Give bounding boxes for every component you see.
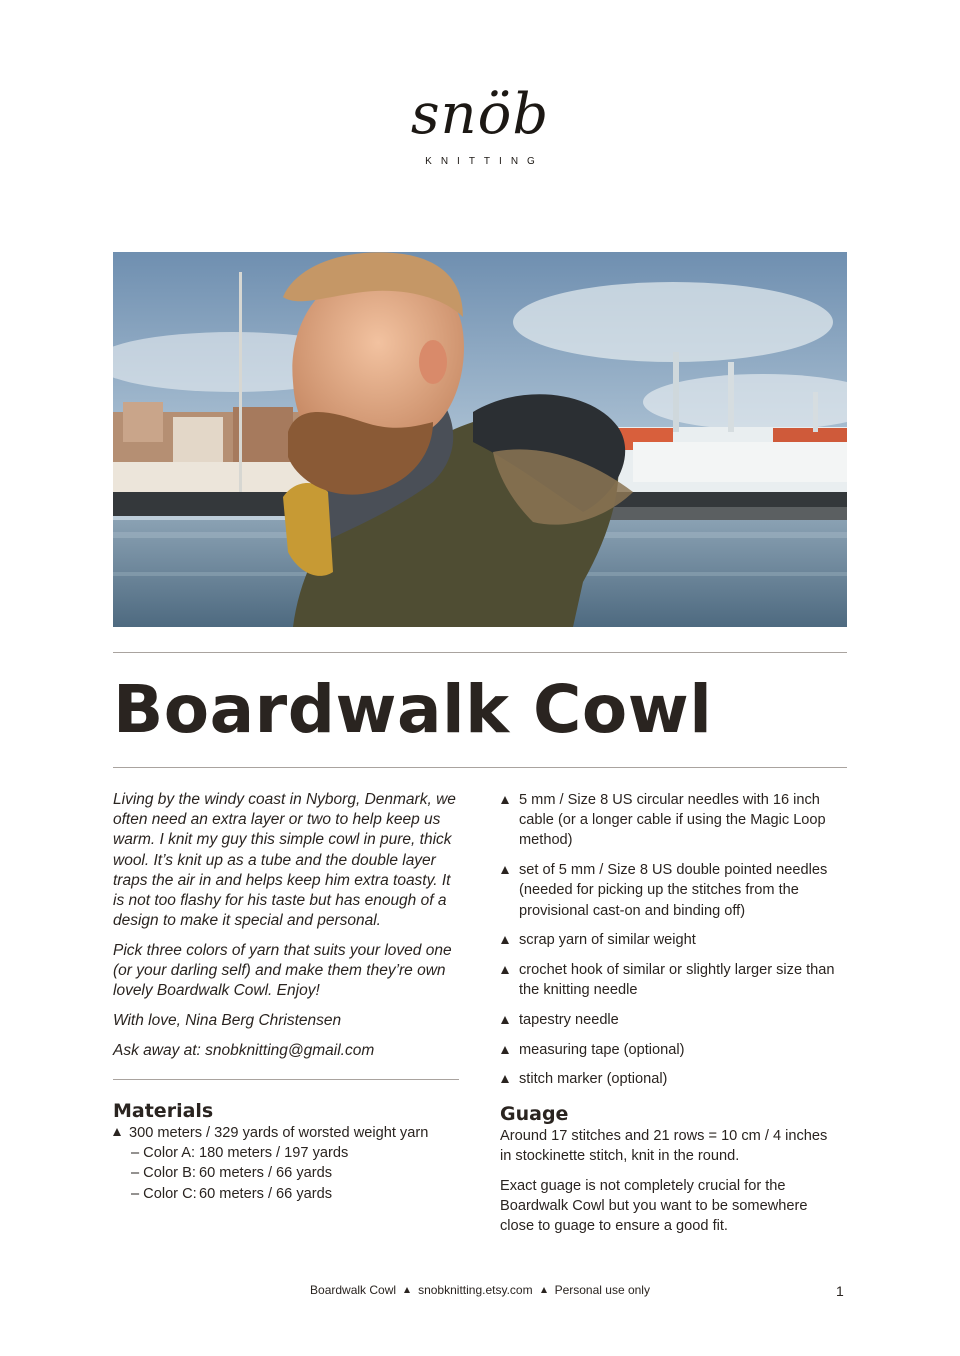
logo-tagline: KNITTING (425, 156, 544, 167)
list-item (500, 1040, 847, 1060)
logo-wordmark: snöb (410, 82, 550, 147)
gauge-heading: Guage (500, 1103, 569, 1125)
triangle-bullet-icon (113, 1128, 121, 1136)
gauge-paragraph: Exact guage is not completely crucial for the Boardwalk Cowl but you want to be somewhere close to guage to ensure a good fit. (500, 1177, 808, 1235)
color-label: – Color A: (131, 1145, 196, 1162)
gauge-paragraph: Around 17 stitches and 21 rows = 10 cm / 4 inches in stockinette stitch, knit in the round. (500, 1128, 828, 1165)
hero-photo (113, 252, 847, 627)
triangle-bullet-icon (501, 1046, 509, 1054)
page-footer (0, 1282, 960, 1298)
footer-shop-link[interactable]: snobknitting.etsy.com (418, 1283, 533, 1297)
list-item (500, 1069, 847, 1089)
divider-top (113, 652, 847, 653)
color-label: – Color B: (131, 1165, 196, 1182)
intro-text (113, 790, 465, 1070)
materials-heading: Materials (113, 1100, 214, 1122)
triangle-separator-icon (404, 1287, 410, 1293)
color-amount: 180 meters / 197 yards (199, 1145, 349, 1162)
photo-icon (113, 252, 847, 627)
list-item (500, 790, 847, 851)
list-item (500, 860, 847, 921)
page-number: 1 (836, 1283, 844, 1299)
tool-text: scrap yarn of similar weight (519, 932, 696, 949)
page-title: Boardwalk Cowl (113, 671, 713, 748)
tool-text: crochet hook of similar or slightly larger size than the knitting needle (519, 961, 835, 999)
tool-text: stitch marker (optional) (519, 1071, 668, 1088)
color-item (131, 1163, 465, 1183)
gauge-text (500, 1126, 840, 1246)
color-label: – Color C: (131, 1185, 197, 1202)
materials-list (113, 1123, 465, 1204)
footer-pattern-name: Boardwalk Cowl (310, 1283, 397, 1297)
intro-contact: Ask away at: snobknitting@gmail.com (113, 1041, 375, 1059)
list-item (113, 1123, 465, 1204)
tool-text: 5 mm / Size 8 US circular needles with 16 inch cable (or a longer cable if using the Magic Loop method) (519, 792, 826, 849)
triangle-bullet-icon (501, 866, 509, 874)
tool-text: measuring tape (optional) (519, 1041, 685, 1058)
triangle-bullet-icon (501, 1016, 509, 1024)
intro-paragraph: Pick three colors of yarn that suits your loved one (or your darling self) and make them they’re own lovely Boardwalk Cowl. Enjoy! (113, 941, 452, 1000)
tool-text: tapestry needle (519, 1011, 619, 1028)
color-item (131, 1184, 465, 1204)
color-amount: 60 meters / 66 yards (199, 1165, 333, 1182)
triangle-bullet-icon (501, 796, 509, 804)
footer-license: Personal use only (554, 1283, 650, 1297)
triangle-bullet-icon (501, 936, 509, 944)
intro-paragraph: Living by the windy coast in Nyborg, Denmark, we often need an extra layer or two to help keep us warm. I knit my guy this simple cowl in pure, thick wool. It’s knit up as a tube and the double layer traps the air in and helps keep him extra toasty. It is not too flashy for his taste but has enough of a design to make it special and personal. (113, 791, 456, 930)
triangle-separator-icon (541, 1287, 547, 1293)
brand-logo (0, 78, 960, 167)
intro-signature: With love, Nina Berg Christensen (113, 1012, 342, 1030)
materials-yarn: 300 meters / 329 yards of worsted weight yarn (129, 1125, 429, 1141)
tool-text: set of 5 mm / Size 8 US double pointed needles (needed for picking up the stitches from the provisional cast-on and binding off) (519, 862, 828, 919)
list-item (500, 960, 847, 1000)
triangle-bullet-icon (501, 1075, 509, 1083)
list-item (500, 930, 847, 950)
divider-materials (113, 1079, 459, 1080)
divider-title (113, 767, 847, 768)
color-amount: 60 meters / 66 yards (199, 1185, 333, 1202)
list-item (500, 1010, 847, 1030)
color-item (131, 1143, 465, 1163)
triangle-bullet-icon (501, 966, 509, 974)
color-list (113, 1143, 465, 1204)
tools-list (500, 790, 847, 1099)
